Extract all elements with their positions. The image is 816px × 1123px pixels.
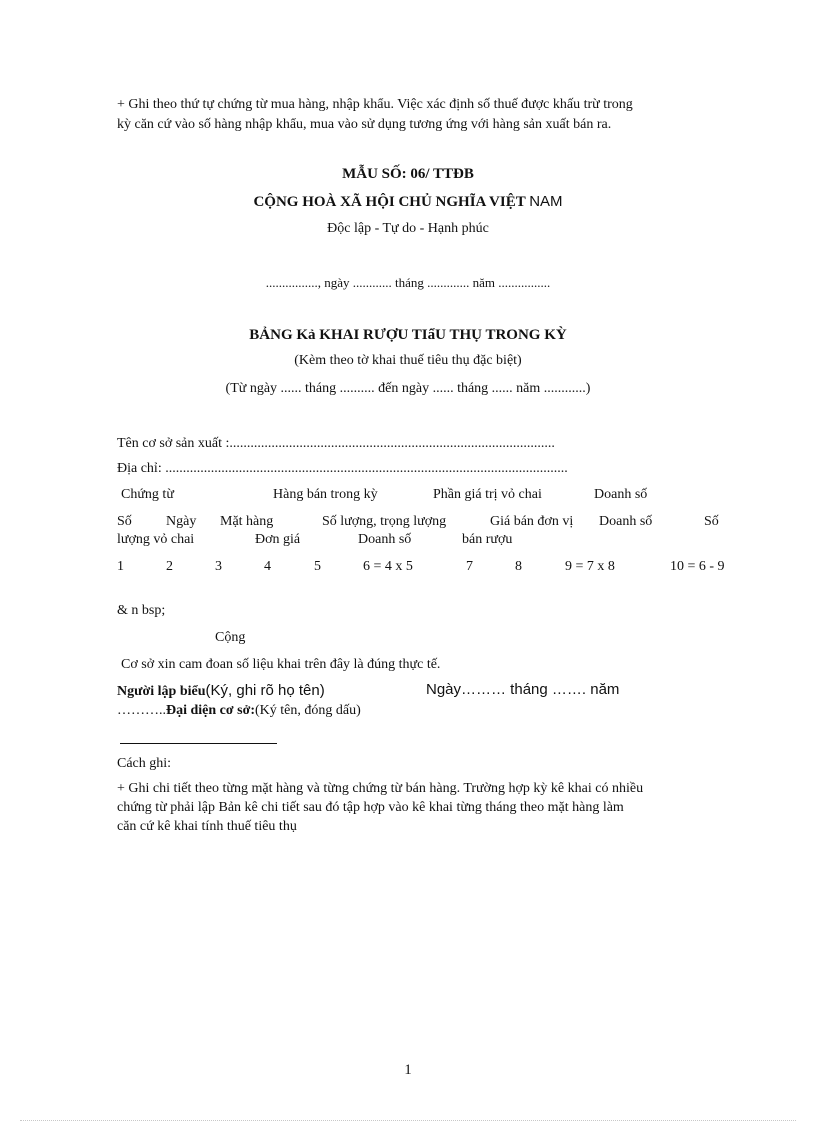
col-number: 2	[166, 559, 173, 574]
preparer-label: Người lập biểu	[117, 684, 206, 699]
page-footer-divider	[20, 1120, 796, 1121]
document-title: BẢNG Kả KHAI RƯỢU TIẩU THỤ TRONG KỲ	[249, 327, 567, 343]
date-signature: Ngày……… tháng ……. năm	[426, 681, 620, 698]
instructions-line-2: chứng từ phải lập Bản kê chi tiết sau đó tập hợp vào kê khai từng tháng theo mặt hàng làm	[117, 800, 624, 815]
group-header-bottle-value: Phần giá trị vỏ chai	[433, 487, 542, 502]
instructions-line-3: căn cứ kê khai tính thuế tiêu thụ	[117, 819, 297, 834]
col-header-mat-hang: Mặt hàng	[220, 514, 274, 529]
period-line: (Từ ngày ...... tháng .......... đến ngày ...... tháng ...... năm ............)	[225, 381, 591, 396]
col-number: 9 = 7 x 8	[565, 559, 615, 574]
col-number: 3	[215, 559, 222, 574]
col-header-luong-vo-chai: lượng vỏ chai	[117, 532, 195, 547]
col-header-ngay: Ngày	[166, 514, 197, 529]
preparer-line	[117, 682, 325, 701]
col-number: 5	[314, 559, 321, 574]
footnote-separator	[120, 743, 277, 744]
facility-name-field: Tên cơ sở sản xuất :.............................................................................................	[117, 436, 555, 451]
form-number: MẪU SỐ: 06/ TTĐB	[342, 166, 474, 182]
group-header-goods-sold: Hàng bán trong kỳ	[273, 487, 378, 502]
col-header-so-2: Số	[704, 514, 719, 529]
intro-line-2: kỳ căn cứ vào số hàng nhập khẩu, mua vào sử dụng tương ứng với hàng sản xuất bán ra.	[117, 117, 612, 132]
national-title-last: NAM	[529, 193, 563, 210]
address-field: Địa chỉ: ...................................................................................................................	[117, 461, 568, 476]
document-subtitle: (Kèm theo tờ khai thuế tiêu thụ đặc biệt)	[294, 353, 522, 368]
page-number: 1	[404, 1062, 412, 1078]
col-number: 1	[117, 559, 124, 574]
preparer-note: (Ký, ghi rõ họ tên)	[205, 682, 325, 699]
instructions-heading: Cách ghi:	[117, 756, 172, 771]
col-header-so-luong: Số lượng, trọng lượng	[322, 514, 447, 529]
representative-note: (Ký tên, đóng dấu)	[255, 703, 361, 718]
col-number: 10 = 6 - 9	[670, 559, 725, 574]
group-header-documents: Chứng từ	[121, 487, 174, 502]
total-label: Cộng	[215, 630, 246, 645]
col-number: 8	[515, 559, 522, 574]
nbsp-artifact: & n bsp;	[117, 603, 166, 618]
col-header-doanh-so: Doanh số	[599, 514, 653, 529]
col-header-doanh-so-2: Doanh số	[358, 532, 412, 547]
col-number: 4	[264, 559, 271, 574]
col-header-so: Số	[117, 514, 132, 529]
col-number: 7	[466, 559, 473, 574]
col-number: 6 = 4 x 5	[363, 559, 413, 574]
representative-label: Đại diện cơ sở:	[166, 703, 256, 718]
col-header-ban-ruou: bán rượu	[462, 532, 513, 547]
col-header-don-gia: Đơn giá	[255, 532, 301, 547]
representative-line	[117, 702, 361, 720]
commitment-text: Cơ sở xin cam đoan số liệu khai trên đây là đúng thực tế.	[121, 657, 441, 672]
national-title-main: CỘNG HOÀ XÃ HỘI CHỦ NGHĨA VIỆT	[253, 194, 530, 210]
motto: Độc lập - Tự do - Hạnh phúc	[327, 221, 489, 236]
date-line: ................, ngày ............ tháng ............. năm ................	[265, 275, 551, 290]
group-header-revenue: Doanh số	[594, 487, 648, 502]
national-title	[0, 193, 816, 211]
col-header-gia-ban: Giá bán đơn vị	[490, 514, 574, 529]
representative-dots: ………..	[117, 703, 166, 718]
intro-line-1: + Ghi theo thứ tự chứng từ mua hàng, nhập khẩu. Việc xác định số thuế được khấu trừ trong	[117, 97, 633, 112]
instructions-line-1: + Ghi chi tiết theo từng mặt hàng và từng chứng từ bán hàng. Trường hợp kỳ kê khai có nhiều	[117, 781, 644, 796]
